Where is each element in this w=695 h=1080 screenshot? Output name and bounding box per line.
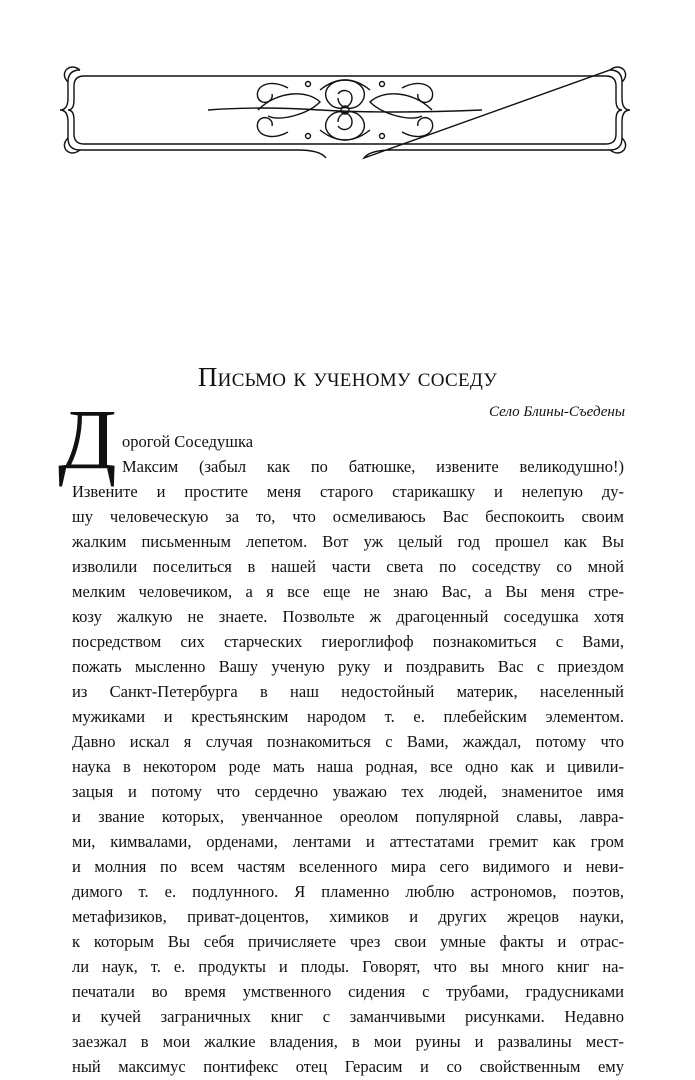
text-line: мелким человечиком, а я все еще не знаю Вас, а Вы меня стре- bbox=[72, 582, 624, 601]
text-line: из Санкт-Петербурга в наш недостойный материк, населенный bbox=[72, 682, 624, 701]
text-line: посредством сих старческих гиероглифоф познакомиться с Вами, bbox=[72, 632, 624, 651]
text-line: изволили поселиться в нашей части света по соседству со мной bbox=[72, 557, 624, 576]
text-line: жалким письменным лепетом. Вот уж целый год прошел как Вы bbox=[72, 532, 624, 551]
text-line: Извените и простите меня старого старикашку и нелепую ду- bbox=[72, 482, 624, 501]
text-line: зацыя и потому что сердечно уважаю тех людей, знаменитое имя bbox=[72, 782, 624, 801]
letter-place: Село Блины-Съедены bbox=[489, 404, 625, 420]
text-line: димого т. е. подлунного. Я пламенно люблю астрономов, поэтов, bbox=[72, 882, 624, 901]
page-title: Письмо к ученому соседу bbox=[197, 362, 498, 392]
text-line: орогой Соседушка bbox=[122, 432, 254, 451]
text-line: Максим (забыл как по батюшке, извените великодушно!) bbox=[122, 457, 624, 476]
text-line: козу жалкую не знаете. Позвольте ж драгоценный соседушка хотя bbox=[72, 607, 624, 626]
text-line: и молния по всем частям вселенного мира сего видимого и неви- bbox=[72, 857, 624, 876]
text-line: мужиками и крестьянским народом т. е. плебейским элементом. bbox=[72, 707, 624, 726]
text-line: ли наук, т. е. продукты и плоды. Говорят, что вы много книг на- bbox=[72, 957, 624, 976]
text-line: и звание которых, увенчанное ореолом популярной славы, лавра- bbox=[72, 807, 624, 826]
decorative-frame-ornament bbox=[58, 60, 632, 160]
text-line: пожать мысленно Вашу ученую руку и поздравить Вас с приездом bbox=[72, 657, 624, 676]
text-line: к которым Вы себя причисляете чрез свои умные факты и отрас- bbox=[72, 932, 624, 951]
drop-cap: Д bbox=[58, 391, 117, 487]
text-line: наука в некотором роде мать наша родная, все одно как и цивили- bbox=[72, 757, 624, 776]
text-line: ный максимус понтифекс отец Герасим и со свойственным ему bbox=[72, 1057, 624, 1076]
text-line: шу человеческую за то, что осмеливаюсь Вас беспокоить своим bbox=[72, 507, 624, 526]
text-line: и кучей заграничных книг с заманчивыми рисунками. Недавно bbox=[72, 1007, 624, 1026]
text-line: метафизиков, приват-доцентов, химиков и других жрецов науки, bbox=[72, 907, 624, 926]
text-line: печатали во время умственного сидения с трубами, градусниками bbox=[72, 982, 624, 1001]
text-line: заезжал в мои жалкие владения, в мои руины и развалины мест- bbox=[72, 1032, 624, 1051]
text-line: Давно искал я случая познакомиться с Вами, жаждал, потому что bbox=[72, 732, 624, 751]
text-line: ми, кимвалами, орденами, лентами и аттестатами гремит как гром bbox=[72, 832, 624, 851]
